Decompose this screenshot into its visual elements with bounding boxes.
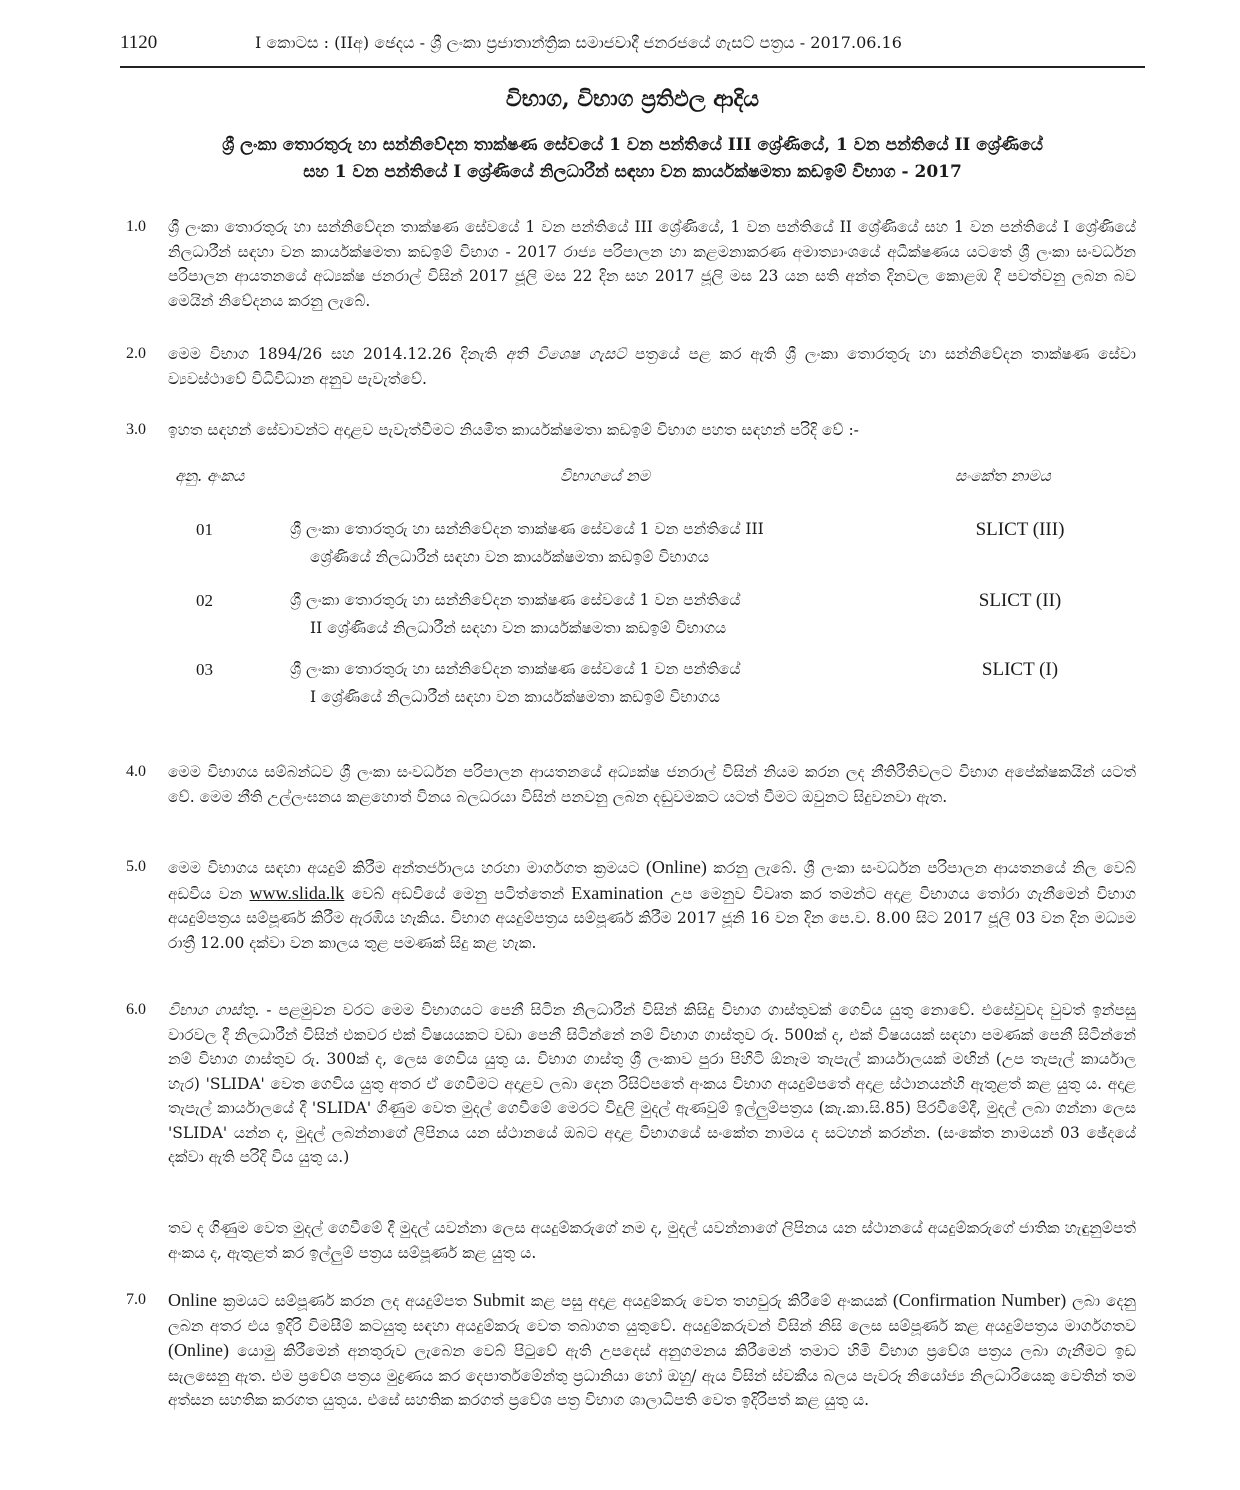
notice-title-line-2: සහ 1 වන පන්තියේ I ශ්‍රේණියේ නිලධාරීන් සඳහා වන කාර්යක්ෂමතා කඩඉම් විභාග - 2017 <box>303 162 962 182</box>
paragraph-5-text-a: මෙම විභාගය සඳහා අයදුම් කිරීම අන්තර්ජාලය හරහා මාර්ගගත ක්‍රමයට <box>168 859 646 877</box>
paragraph-7-number: 7.0 <box>126 1291 146 1308</box>
paragraph-6-lead: විභාග ගාස්තු. <box>168 1001 260 1019</box>
paragraph-5-text-d: උප මෙනුව විවෘත කර තමන්ට අදාළ විභාගය තෝරා ගැනීමෙන් විභාග අයදුම්පත්‍රය සම්පූර්ණ කිරීම ඇරඹිය හැකිය. විභාග අයදුම්පත්‍රය සම්පූර්ණ කිරීම 2017 ජූනි 16 වන දින පෙ.ව. 8.00 සිට 2017 ජූලි 03 වන දින මධ්‍යම රාත්‍රී 12.00 දක්වා වන කාලය තුළ පමණක් සිදු කළ හැක. <box>168 884 1136 952</box>
row-2-name-line-2: II ශ්‍රේණියේ නිලධාරීන් සඳහා වන කාර්යක්ෂමතා කඩඉම් විභාගය <box>310 619 727 637</box>
online-term: (Online) <box>645 857 707 877</box>
header-rule <box>120 66 1145 68</box>
paragraph-4-text: මෙම විභාගය සම්බන්ධව ශ්‍රී ලංකා සංවර්ධන පරිපාලන ආයතනයේ අධ්‍යක්ෂ ජනරාල් විසින් නියම කරන ලද නීතිරීතිවලට විභාග අපේක්ෂකයින් යටත් වේ. මෙම නීති උල්ලංඝනය කළහොත් විනය බලධරයා විසින් පනවනු ලබන දඬුවමකට යටත් වීමට ඔවුනට සිදුවනවා ඇත. <box>168 763 1136 806</box>
examination-term: Examination <box>571 882 664 903</box>
notice-title <box>120 132 1145 186</box>
row-2-code: SLICT (II) <box>978 590 1062 611</box>
table-header-exam-name: විභාගයේ නම <box>560 467 650 485</box>
paragraph-2-text <box>168 342 1136 391</box>
running-head: I කොටස : (IIඅ) ඡෙදය - ශ්‍රී ලංකා ප්‍රජාතාන්ත්‍රික සමාජවාදී ජනරජයේ ගැසට් පත්‍රය - 2017.06.16 <box>255 33 902 52</box>
confirmation-number-term: (Confirmation Number) <box>892 1290 1067 1310</box>
paragraph-6-number: 6.0 <box>126 1001 146 1018</box>
page-number: 1120 <box>120 32 158 53</box>
paragraph-7-text-b: කළ පසු අදාළ අයදුම්කරු වෙත තහවුරු කිරීමේ අංකයක් <box>524 1292 893 1310</box>
paragraph-7-text-d: යොමු කිරීමෙන් අනතුරුව ලැබෙන වෙබ් පිටුවේ ඇති උපදෙස් අනුගමනය කිරීමෙන් තමාට හිමි විභාග ප්‍රවේශ පත්‍රය ලබා ගැනීමට ඉඩ සැලසෙනු ඇත. එම ප්‍රවේශ පත්‍රය මුද්‍රණය කර දෙපාර්තමේන්තු ප්‍රධානියා හෝ ඔහු/ ඇය විසින් ස්වකීය බලය පැවරූ නියෝජ්‍ය නිලධාරියෙකු වෙතින් තම අත්සන සහතික කරගත යුතුය. එසේ සහතික කරගත් ප්‍රවේශ පත්‍ර විභාග ශාලාධිපති වෙත ඉදිරිපත් කළ යුතු ය. <box>168 1342 1136 1409</box>
online-term: Online <box>168 1290 217 1310</box>
row-1-name-line-2: ශ්‍රේණියේ නිලධාරීන් සඳහා වන කාර්යක්ෂමතා කඩඉම් විභාගය <box>310 548 710 566</box>
table-header-serial: අනු. අංකය <box>175 467 245 485</box>
paragraph-6-text <box>168 998 1136 1170</box>
submit-term: Submit <box>472 1290 525 1310</box>
paragraph-3-text: ඉහත සඳහන් සේවාවන්ට අදාළව පැවැත්වීමට නියමිත කාර්යක්ෂමතා කඩඉම් විභාග පහත සඳහන් පරිදි වේ :- <box>168 421 859 439</box>
paragraph-2-number: 2.0 <box>126 345 146 362</box>
paragraph-6-body: - පළමුවන වරට මෙම විභාගයට පෙනී සිටින නිලධාරීන් විසින් කිසිදු විභාග ගාස්තුවක් ගෙවිය යුතු නොවේ. එසේවුවද වුවත් ඉන්පසු වාරවල දී නිලධාරීන් විසින් එකවර එක් විෂයයකට වඩා පෙනී සිටින්නේ නම් විභාග ගාස්තුව රු. 500ක් ද, එක් විෂයයක් සඳහා පමණක් පෙනී සිටින්නේ නම් විභාග ගාස්තුව රු. 300ක් ද, ලෙස ගෙවිය යුතු ය. විභාග ගාස්තු ශ්‍රී ලංකාව පුරා පිහිටි ඕනෑම තැපැල් කාර්යාලයක් මඟින් (උප තැපැල් කාර්යාල හැර) 'SLIDA' වෙත ගෙවිය යුතු අතර ඒ ගෙවීමට අදාළව ලබා දෙන රිසිට්පතේ අංකය විභාග අයදුම්පතේ අදාළ ස්ථානයන්හි ඇතුළත් කළ යුතු ය. අදාළ තැපැල් කාර්යාලයේ දී 'SLIDA' ගිණුම වෙත මුදල් ගෙවීමේ මෙරට විදුලි මුදල් ඇණවුම් ඉල්ලුම්පත්‍රය (කැ.කා.සි.85) පිරවීමේදී, මුදල් ලබා ගන්නා ලෙස 'SLIDA' යන්න ද, මුදල් ලබන්නාගේ ලිපිනය යන ස්ථානයේ ඔබට අදාළ විභාගයේ සංකේත නාමය ද සටහන් කරන්න. (සංකේත නාමයන් 03 ඡේදයේ දක්වා ඇති පරිදි විය යුතු ය.) <box>168 1001 1137 1166</box>
paragraph-5-text-c: වෙබ් අඩවියේ මෙනු පටිත්තෙන් <box>344 884 572 903</box>
paragraph-7-text-a: ක්‍රමයට සම්පූර්ණ කරන ලද අයදුම්පත <box>217 1292 473 1310</box>
paragraph-3-number: 3.0 <box>126 421 146 438</box>
paragraph-1-text: ශ්‍රී ලංකා තොරතුරු හා සන්නිවේදන තාක්ෂණ සේවයේ 1 වන පන්තියේ III ශ්‍රේණියේ, 1 වන පන්තියේ II ශ්‍රේණියේ සහ 1 වන පන්තියේ I ශ්‍රේණියේ නිලධාරීන් සඳහා වන කාර්යක්ෂමතා කඩඉම් විභාග - 2017 රාජ්‍ය පරිපාලන හා කළමනාකරණ අමාත්‍යාංශයේ අධීක්ෂණය යටතේ ශ්‍රී ලංකා සංවර්ධන පරිපාලන ආයතනයේ අධ්‍යක්ෂ ජනරාල් විසින් 2017 ජූලි මස 22 දින සහ 2017 ජූලි මස 23 යන සති අන්ත දිනවල කොළඹ දී පවත්වනු ලබන බව මෙයින් නිවේදනය කරනු ලැබේ. <box>168 218 1136 310</box>
paragraph-6-text-2: තව ද ගිණුම වෙත මුදල් ගෙවීමේ දී මුදල් යවන්නා ලෙස අයදුම්කරුගේ නම ද, මුදල් යවන්නාගේ ලිපිනය යන ස්ථානයේ අයදුම්කරුගේ ජාතික හැඳුනුම්පත් අංකය ද, ඇතුළත් කර ඉල්ලුම් පත්‍රය සම්පූර්ණ කළ යුතු ය. <box>168 1219 1136 1262</box>
row-2-name-line-1: ශ්‍රී ලංකා තොරතුරු හා සන්නිවේදන තාක්ෂණ සේවයේ 1 වන පන්තියේ <box>290 591 741 609</box>
paragraph-5-text <box>168 855 1136 955</box>
slida-website-link[interactable]: www.slida.lk <box>249 882 345 903</box>
paragraph-2-text-b: පත්‍රයේ පළ කර ඇති ශ්‍රී ලංකා තොරතුරු හා සන්නිවේදන තාක්ෂණ සේවා ව්‍යවස්ථාවේ විධිවිධාන අනුව පැවැත්වේ. <box>168 345 1136 388</box>
notice-title-line-1: ශ්‍රී ලංකා තොරතුරු හා සන්නිවේදන තාක්ෂණ සේවයේ 1 වන පන්තියේ III ශ්‍රේණියේ, 1 වන පන්තියේ II ශ්‍රේණියේ <box>222 135 1043 155</box>
row-3-serial: 03 <box>196 660 213 679</box>
paragraph-5-text-b: කරනු ලැබේ. ශ්‍රී ලංකා සංවර්ධන පරිපාලන ආයතනයේ නිල වෙබ් අඩවිය වන <box>168 859 1137 903</box>
page-header <box>120 30 1145 66</box>
row-2-serial: 02 <box>196 591 213 610</box>
paragraph-2-italic: අති විශෙෂ ගැසට් <box>505 345 627 363</box>
paragraph-4-number: 4.0 <box>126 763 146 780</box>
paragraph-5-number: 5.0 <box>126 858 146 875</box>
paragraph-7-text <box>168 1288 1136 1413</box>
paragraph-7-text-c: ලබා දෙනු ලබන අතර එය ඉදිරි විමසීම් කටයුතු සඳහා අයදුම්කරු වෙත තබාගත යුතුවේ. අයදුම්කරුවන් විසින් නිසි ලෙස සම්පූර්ණ කළ අයදුම්පත්‍රය මාර්ගගතව <box>168 1292 1136 1335</box>
paragraph-1-number: 1.0 <box>126 218 146 235</box>
row-1-code: SLICT (III) <box>975 519 1065 540</box>
table-header-code-name: සංකේත නාමය <box>955 467 1051 485</box>
paragraph-2-text-a: මෙම විභාග 1894/26 සහ 2014.12.26 දිනැති <box>168 345 506 363</box>
online-term: (Online) <box>168 1340 229 1360</box>
row-1-serial: 01 <box>196 520 213 539</box>
row-1-name-line-1: ශ්‍රී ලංකා තොරතුරු හා සන්නිවේදන තාක්ෂණ සේවයේ 1 වන පන්තියේ III <box>290 520 764 538</box>
row-3-code: SLICT (I) <box>981 659 1059 680</box>
row-3-name-line-1: ශ්‍රී ලංකා තොරතුරු හා සන්නිවේදන තාක්ෂණ සේවයේ 1 වන පන්තියේ <box>290 660 741 678</box>
row-3-name-line-2: I ශ්‍රේණියේ නිලධාරීන් සඳහා වන කාර්යක්ෂමතා කඩඉම් විභාගය <box>310 688 721 706</box>
section-title: විභාග, විභාග ප්‍රතිඵල ආදිය <box>505 86 760 112</box>
